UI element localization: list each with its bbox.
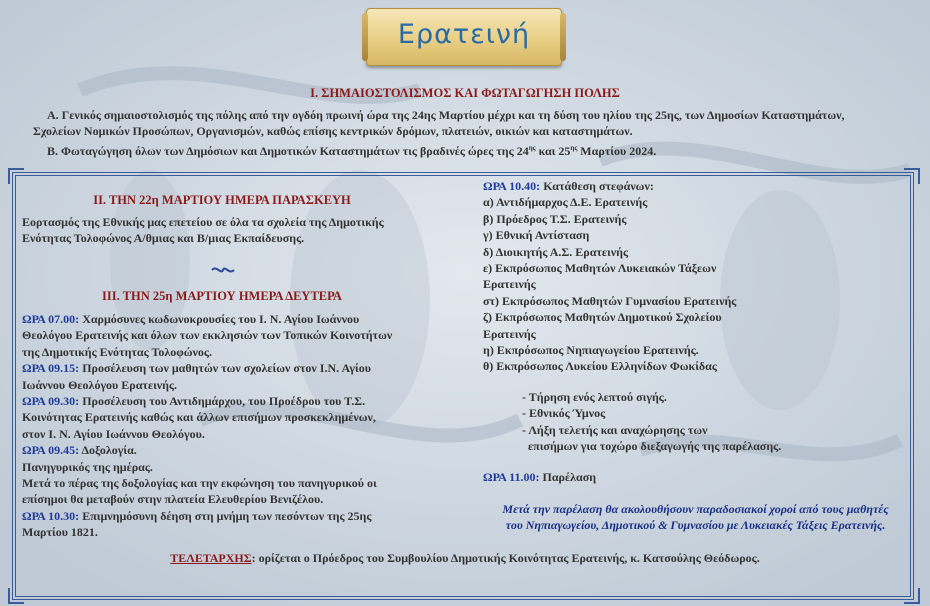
item-0700-text-1: Χαρμόσυνες κωδωνοκρουσίες του Ι. Ν. Αγίου Ιωάννου [79, 312, 360, 326]
section3-heading: ΙΙΙ. ΤΗΝ 25η ΜΑΡΤΙΟΥ ΗΜΕΡΑ ΔΕΥΤΕΡΑ [102, 289, 342, 303]
frame-corner-bl [8, 588, 24, 604]
parade-heading [483, 469, 596, 485]
footer [0, 550, 930, 566]
ornament-icon [211, 262, 235, 272]
wreath-h: η) Εκπρόσωπος Νηπιαγωγείου Ερατεινής. [483, 343, 699, 358]
right-column [483, 178, 903, 375]
ceremony-steps [522, 389, 781, 455]
page-title: Ερατεινή [397, 19, 531, 50]
item-0700-line-1 [22, 311, 420, 327]
item-0945-line-3: Μετά το πέρας της δοξολογίας και την εκφώνηση του πανηγυρικού οι [22, 476, 377, 491]
wreath-st: στ) Εκπρόσωπος Μαθητών Γυμνασίου Ερατεινής [483, 293, 737, 308]
item-0945-line-2: Πανηγυρικός της ημέρας. [22, 459, 153, 474]
item-0930-line-2: Κοινότητας Ερατεινής καθώς και άλλων επισήμων προσκεκλημένων, [22, 410, 376, 425]
item-0930-line-3: στον Ι. Ν. Αγίου Ιωάννου Θεολόγου. [22, 426, 205, 441]
frame-corner-tr [904, 168, 920, 184]
section1-line-b [47, 140, 844, 159]
step-end-2: επισήμων για τοχώρο διεξαγωγής της παρέλασης. [528, 439, 782, 454]
wreath-e2: Ερατεινής [483, 277, 536, 292]
time-0700: ΩΡΑ 07.00: [22, 312, 80, 326]
time-0930: ΩΡΑ 09.30: [22, 394, 80, 409]
time-1040: ΩΡΑ 10.40: [483, 179, 541, 193]
wreath-e: ε) Εκπρόσωπος Μαθητών Λυκειακών Τάξεων [483, 261, 717, 276]
wreath-heading [483, 178, 903, 194]
section2-line-1: Εορτασμός της Εθνικής μας επετείου σε όλα τα σχολεία της Δημοτικής [22, 215, 384, 229]
item-0700-line-3: της Δημοτικής Ενότητας Τολοφώνος. [22, 344, 212, 359]
time-1040-text: Κατάθεση στεφάνων: [540, 179, 654, 193]
item-0700-line-2: Θεολόγου Ερατεινής και όλων των εκκλησιών των Τοπικών Κοινοτήτων [22, 328, 393, 343]
sup-24: ης [528, 143, 536, 152]
time-1030: ΩΡΑ 10.30: [22, 508, 80, 523]
section1-body [33, 107, 845, 159]
section2-line-2: Ενότητας Τολοφώνος Α/θμιας και Β/μιας Εκπαίδευσης. [22, 231, 305, 246]
frame-corner-br [904, 588, 920, 604]
item-1030-text: Επιμνημόσυνη δέηση στη μνήμη των πεσόντων της 25ης [79, 508, 372, 523]
dances-text [483, 501, 908, 534]
title-banner [366, 8, 562, 66]
item-1030-line-2: Μαρτίου 1821. [22, 525, 98, 540]
section1-line-b-text: Β. Φωταγώγηση όλων των Δημόσιων και Δημοτικών Καταστημάτων τις βραδινές ώρες της 24 [47, 143, 529, 158]
time-1100-text: Παρέλαση [539, 470, 597, 484]
section1-line-a: Α. Γενικός σημαιοστολισμός της πόλης από την ογδόη πρωινή ώρα της 24ης Μαρτίου μέχρι και τη δύση του ηλίου της 25ης, των Δημοσίων Καταστημάτων, [47, 108, 845, 122]
section1-line-a2: Σχολείων Νομικών Προσώπων, Οργανισμών, καθώς επίσης κεντρικών δρόμων, πλατειών, οικιών και καταστημάτων. [33, 124, 633, 139]
section1-line-b-end: Μαρτίου 2024. [577, 143, 657, 158]
item-0945-text: Δοξολογία. [79, 443, 137, 458]
wreath-b: β) Πρόεδρος Τ.Σ. Ερατεινής [483, 211, 627, 226]
time-1100: ΩΡΑ 11.00: [483, 470, 540, 484]
section1-heading: Ι. ΣΗΜΑΙΟΣΤΟΛΙΣΜΟΣ ΚΑΙ ΦΩΤΑΓΩΓΗΣΗ ΠΟΛΗΣ [310, 86, 620, 100]
section1-line-b-mid: και 25 [535, 143, 571, 158]
sup-25: ης [570, 143, 578, 152]
item-0915-line-2: Ιωάννου Θεολόγου Ερατεινής. [22, 377, 178, 392]
footer-label: ΤΕΛΕΤΑΡΧΗΣ [170, 551, 252, 565]
wreath-th: θ) Εκπρόσωπος Λυκείου Ελληνίδων Φωκίδας [483, 359, 717, 374]
item-0915-text: Προσέλευση των μαθητών των σχολείων στον Ι.Ν. Αγίου [79, 361, 371, 376]
step-end: - Λήξη τελετής και αναχώρησης των [522, 422, 708, 437]
footer-text: : ορίζεται ο Πρόεδρος του Συμβουλίου Δημοτικής Κοινότητας Ερατεινής, κ. Κατσούλης Θεόδωρος. [251, 551, 760, 565]
item-0915-line-1 [22, 360, 420, 376]
time-0915: ΩΡΑ 09.15: [22, 361, 80, 376]
section2-body [22, 214, 384, 247]
wreath-z: ζ) Εκπρόσωπος Μαθητών Δημοτικού Σχολείου [483, 310, 722, 325]
dances-line-2: του Νηπιαγωγείου, Δημοτικού & Γυμνασίου με Λυκειακές Τάξεις Ερατεινής. [505, 518, 886, 533]
item-0945-line-4: επίσημοι θα μεταβούν στην πλατεία Ελευθερίου Βενιζέλου. [22, 492, 324, 507]
item-1030-line-1 [22, 508, 420, 524]
dances-line-1: Μετά την παρέλαση θα ακολουθήσουν παραδοσιακοί χοροί από τους μαθητές [502, 502, 889, 516]
wreath-a: α) Αντιδήμαρχος Δ.Ε. Ερατεινής [483, 195, 648, 210]
item-0930-text: Προσέλευση του Αντιδημάρχου, του Προέδρου του Τ.Σ. [79, 394, 366, 409]
step-anthem: - Εθνικός Ύμνος [522, 406, 606, 421]
section2-heading: ΙΙ. ΤΗΝ 22η ΜΑΡΤΙΟΥ ΗΜΕΡΑ ΠΑΡΑΣΚΕΥΗ [93, 193, 351, 207]
item-0930-line-1 [22, 393, 420, 409]
time-0945: ΩΡΑ 09.45: [22, 443, 80, 458]
frame-corner-tl [8, 168, 24, 184]
section3-body [22, 311, 420, 541]
step-silence: - Τήρηση ενός λεπτού σιγής. [522, 390, 667, 404]
wreath-d: δ) Διοικητής Α.Σ. Ερατεινής [483, 244, 629, 259]
item-0945-line-1 [22, 442, 420, 458]
wreath-c: γ) Εθνική Αντίσταση [483, 228, 590, 243]
wreath-z2: Ερατεινής [483, 326, 536, 341]
